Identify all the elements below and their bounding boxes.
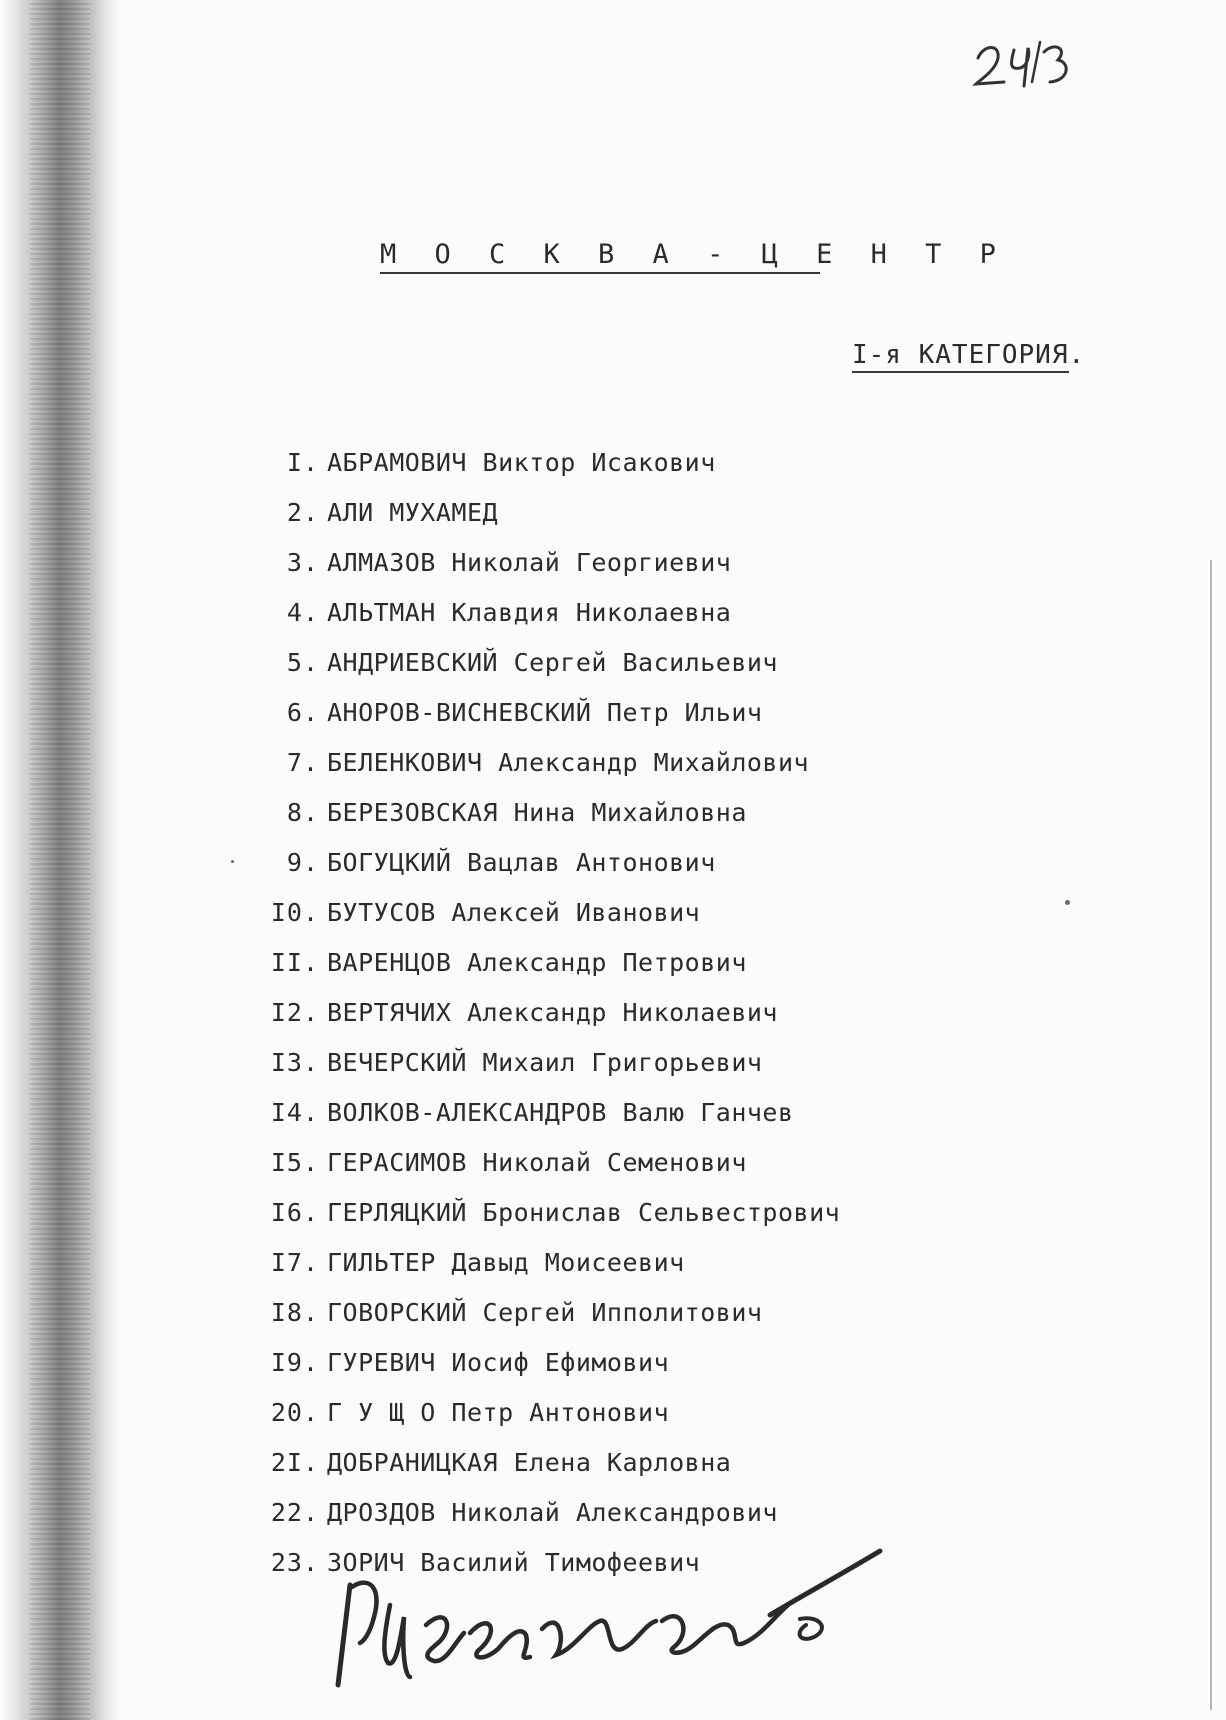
item-name: ЗОРИЧ Василий Тимофеевич bbox=[327, 1548, 701, 1577]
item-name: ВЕРТЯЧИХ Александр Николаевич bbox=[327, 998, 778, 1027]
item-name: АНОРОВ-ВИСНЕВСКИЙ Петр Ильич bbox=[327, 698, 763, 727]
item-name: ГЕРЛЯЦКИЙ Бронислав Сельвестрович bbox=[327, 1198, 841, 1227]
item-number: 2. bbox=[286, 498, 319, 527]
item-name: АБРАМОВИЧ Виктор Исакович bbox=[327, 448, 716, 477]
list-item bbox=[255, 1298, 1155, 1348]
list-item bbox=[255, 998, 1155, 1048]
item-number: 2I. bbox=[270, 1448, 319, 1477]
list-item bbox=[255, 1148, 1155, 1198]
item-name: ГЕРАСИМОВ Николай Семенович bbox=[327, 1148, 747, 1177]
item-name: ГИЛЬТЕР Давыд Моисеевич bbox=[327, 1248, 685, 1277]
list-item bbox=[255, 1498, 1155, 1548]
item-number: 7. bbox=[286, 748, 319, 777]
category-period: . bbox=[1068, 340, 1086, 370]
item-number: 9. bbox=[286, 848, 319, 877]
list-item bbox=[255, 1098, 1155, 1148]
item-name: АЛЬТМАН Клавдия Николаевна bbox=[327, 598, 732, 627]
list-item bbox=[255, 1248, 1155, 1298]
list-item bbox=[255, 1198, 1155, 1248]
handwritten-signature bbox=[330, 1545, 890, 1695]
list-item bbox=[255, 1048, 1155, 1098]
list-item bbox=[255, 498, 1155, 548]
item-number: II. bbox=[270, 948, 319, 977]
list-item bbox=[255, 1348, 1155, 1398]
item-number: 20. bbox=[270, 1398, 319, 1427]
item-name: БУТУСОВ Алексей Иванович bbox=[327, 898, 701, 927]
list-item bbox=[255, 698, 1155, 748]
item-name: ВЕЧЕРСКИЙ Михаил Григорьевич bbox=[327, 1048, 763, 1077]
item-name: АНДРИЕВСКИЙ Сергей Васильевич bbox=[327, 648, 778, 677]
item-number: 4. bbox=[286, 598, 319, 627]
item-number: I6. bbox=[270, 1198, 319, 1227]
item-number: 8. bbox=[286, 798, 319, 827]
category-label: I-я КАТЕГОРИЯ bbox=[852, 340, 1069, 373]
item-number: I8. bbox=[270, 1298, 319, 1327]
item-name: ВОЛКОВ-АЛЕКСАНДРОВ Валю Ганчев bbox=[327, 1098, 794, 1127]
item-name: ГОВОРСКИЙ Сергей Ипполитович bbox=[327, 1298, 763, 1327]
item-number: I. bbox=[286, 448, 319, 477]
item-number: 23. bbox=[270, 1548, 319, 1577]
item-number: I2. bbox=[270, 998, 319, 1027]
list-item bbox=[255, 748, 1155, 798]
item-number: I5. bbox=[270, 1148, 319, 1177]
item-number: I4. bbox=[270, 1098, 319, 1127]
item-number: I9. bbox=[270, 1348, 319, 1377]
binding-texture bbox=[30, 0, 90, 1720]
item-name: ГУРЕВИЧ Иосиф Ефимович bbox=[327, 1348, 670, 1377]
item-name: ДРОЗДОВ Николай Александрович bbox=[327, 1498, 778, 1527]
category-heading bbox=[852, 340, 1085, 370]
list-item bbox=[255, 898, 1155, 948]
item-number: 22. bbox=[270, 1498, 319, 1527]
item-number: I3. bbox=[270, 1048, 319, 1077]
item-name: Г У Щ О Петр Антонович bbox=[327, 1398, 670, 1427]
paper-speck bbox=[231, 860, 234, 863]
page-edge-line bbox=[1210, 560, 1212, 1710]
item-name: БОГУЦКИЙ Вацлав Антонович bbox=[327, 848, 716, 877]
item-name: ВАРЕНЦОВ Александр Петрович bbox=[327, 948, 747, 977]
item-number: I7. bbox=[270, 1248, 319, 1277]
paper-speck bbox=[1065, 900, 1070, 905]
list-item bbox=[255, 1398, 1155, 1448]
names-list bbox=[255, 448, 1155, 1598]
list-item bbox=[255, 448, 1155, 498]
list-item bbox=[255, 948, 1155, 998]
item-number: 5. bbox=[286, 648, 319, 677]
list-item bbox=[255, 1448, 1155, 1498]
item-name: БЕЛЕНКОВИЧ Александр Михайлович bbox=[327, 748, 810, 777]
list-item bbox=[255, 798, 1155, 848]
item-number: 3. bbox=[286, 548, 319, 577]
folio-number-handwritten bbox=[970, 30, 1090, 90]
item-number: I0. bbox=[270, 898, 319, 927]
item-number: 6. bbox=[286, 698, 319, 727]
list-item bbox=[255, 548, 1155, 598]
list-item bbox=[255, 648, 1155, 698]
document-title: М О С К В А - Ц Е Н Т Р bbox=[380, 240, 820, 274]
item-name: АЛМАЗОВ Николай Георгиевич bbox=[327, 548, 732, 577]
item-name: БЕРЕЗОВСКАЯ Нина Михайловна bbox=[327, 798, 747, 827]
list-item bbox=[255, 848, 1155, 898]
list-item bbox=[255, 598, 1155, 648]
item-name: АЛИ МУХАМЕД bbox=[327, 498, 499, 527]
item-name: ДОБРАНИЦКАЯ Елена Карловна bbox=[327, 1448, 732, 1477]
